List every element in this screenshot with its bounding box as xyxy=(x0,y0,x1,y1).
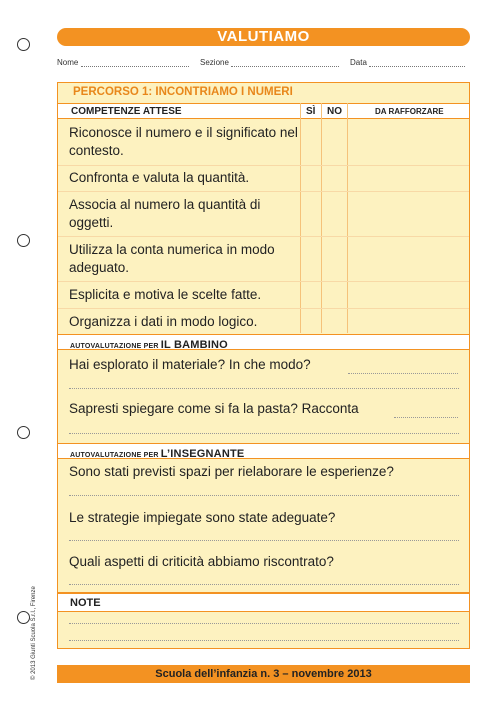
page-title: VALUTIAMO xyxy=(57,28,470,46)
percorso-title: PERCORSO 1: INCONTRIAMO I NUMERI xyxy=(73,86,293,98)
note-box xyxy=(57,593,470,649)
answer-line[interactable] xyxy=(69,433,459,434)
info-row xyxy=(57,58,470,72)
note-line[interactable] xyxy=(69,640,459,641)
col-no: NO xyxy=(327,106,342,117)
answer-line[interactable] xyxy=(69,495,459,496)
nome-label: Nome xyxy=(57,58,79,67)
insegnante-question-2: Le strategie impiegate sono state adeguate? xyxy=(69,510,336,525)
criterion-3: Associa al numero la quantità di oggetti. xyxy=(69,197,261,230)
row-separator xyxy=(58,308,469,309)
binder-hole-1 xyxy=(17,38,30,51)
answer-line[interactable] xyxy=(69,584,459,585)
note-line[interactable] xyxy=(69,623,459,624)
row-separator xyxy=(58,281,469,282)
criterion-5: Esplicita e motiva le scelte fatte. xyxy=(69,287,262,302)
row-separator xyxy=(58,236,469,237)
answer-line[interactable] xyxy=(69,540,459,541)
row-separator xyxy=(58,191,469,192)
bambino-question-1: Hai esplorato il materiale? In che modo? xyxy=(69,357,311,372)
col-divider xyxy=(321,103,322,333)
sezione-label: Sezione xyxy=(200,58,229,67)
answer-line[interactable] xyxy=(348,373,458,374)
bambino-big-label: IL BAMBINO xyxy=(160,339,228,351)
copyright: © 2013 Giunti Scuola S.r.l., Firenze xyxy=(31,586,37,680)
criterion-4: Utilizza la conta numerica in modo adeguato. xyxy=(69,242,275,275)
footer: Scuola dell’infanzia n. 3 – novembre 2013 xyxy=(57,665,470,683)
insegnante-big-label: L’INSEGNANTE xyxy=(160,448,245,460)
criterion-2: Confronta e valuta la quantità. xyxy=(69,170,250,185)
answer-line[interactable] xyxy=(394,417,458,418)
note-label: NOTE xyxy=(70,597,101,609)
evaluation-form xyxy=(57,82,470,593)
answer-line[interactable] xyxy=(69,388,459,389)
note-header xyxy=(58,594,469,612)
col-si: SÌ xyxy=(306,106,316,117)
bambino-question-2: Sapresti spiegare come si fa la pasta? Racconta xyxy=(69,401,359,416)
col-divider xyxy=(347,103,348,333)
col-competenze: COMPETENZE ATTESE xyxy=(71,106,182,117)
binder-hole-4 xyxy=(17,611,30,624)
criterion-1: Riconosce il numero e il significato nel contesto. xyxy=(69,125,298,158)
col-divider xyxy=(300,103,301,333)
nome-field[interactable] xyxy=(57,58,189,67)
binder-hole-3 xyxy=(17,426,30,439)
data-label: Data xyxy=(350,58,367,67)
sezione-field[interactable] xyxy=(200,58,339,67)
insegnante-small-label: AUTOVALUTAZIONE PER xyxy=(70,452,161,459)
col-da-rafforzare: DA RAFFORZARE xyxy=(375,107,444,116)
bambino-small-label: AUTOVALUTAZIONE PER xyxy=(70,343,161,350)
insegnante-question-1: Sono stati previsti spazi per rielaborare le esperienze? xyxy=(69,464,394,479)
criterion-6: Organizza i dati in modo logico. xyxy=(69,314,258,329)
bambino-header xyxy=(58,334,469,350)
row-separator xyxy=(58,165,469,166)
binder-hole-2 xyxy=(17,234,30,247)
insegnante-question-3: Quali aspetti di criticità abbiamo riscontrato? xyxy=(69,554,334,569)
data-field[interactable] xyxy=(350,58,465,67)
competenze-header xyxy=(58,103,469,119)
insegnante-header xyxy=(58,443,469,459)
